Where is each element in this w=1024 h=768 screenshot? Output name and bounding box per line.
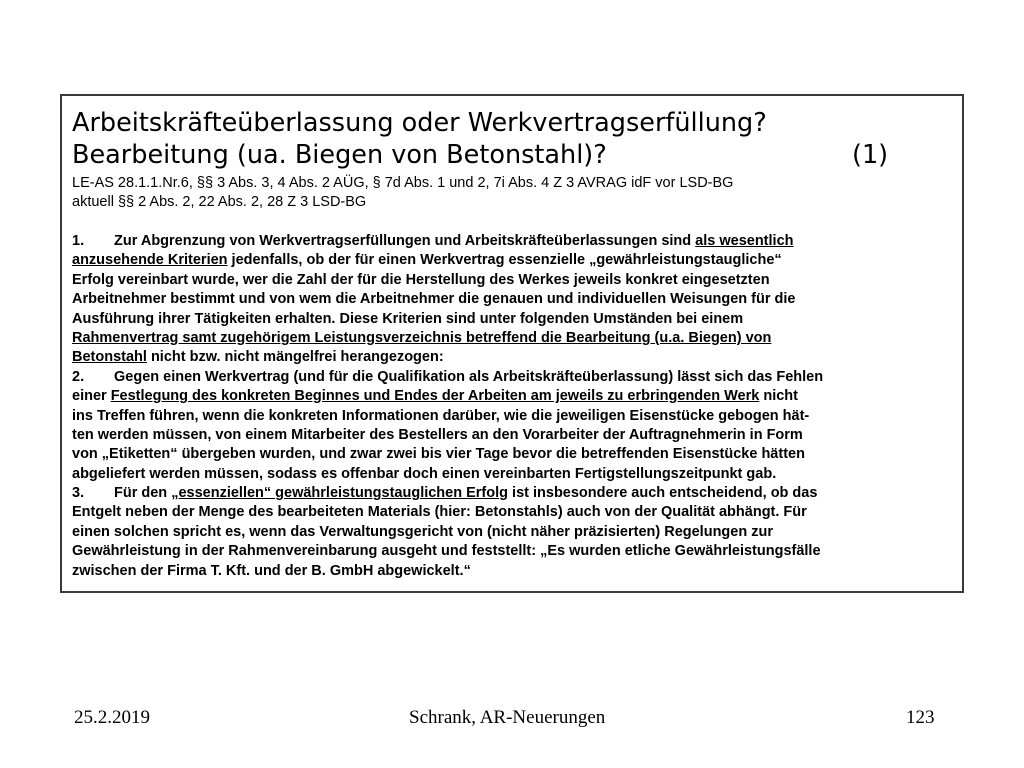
paragraph-2-line-6: abgeliefert werden müssen, sodass es offenbar doch einen vereinbarten Fertigstellungszeitpunkt gab. <box>72 465 777 482</box>
paragraph-1-text-a: Zur Abgrenzung von Werkvertragserfüllungen und Arbeitskräfteüberlassungen sind <box>114 233 696 249</box>
paragraph-1-line-2 <box>72 251 958 270</box>
paragraph-2-text-a: Gegen einen Werkvertrag (und für die Qualifikation als Arbeitskräfteüberlassung) lässt sich das Fehlen <box>114 368 824 385</box>
slide-title-number: (1) <box>852 140 889 170</box>
paragraph-1-line-4: Arbeitnehmer bestimmt und von wem die Arbeitnehmer die genauen und individuellen Weisungen für die <box>72 291 796 308</box>
paragraph-1-underlined-b: anzusehende Kriterien <box>72 252 228 269</box>
footer-date: 25.2.2019 <box>74 707 150 728</box>
paragraph-3-underlined: „essenziellen“ gewährleistungstauglichen Erfolg <box>171 485 509 502</box>
paragraph-1-underlined-a: als wesentlich <box>695 233 794 249</box>
paragraph-1-line-5: Ausführung ihrer Tätigkeiten erhalten. Diese Kriterien sind unter folgenden Umständen bei einem <box>72 310 744 327</box>
paragraph-3-number: 3. <box>72 485 85 502</box>
paragraph-1-number: 1. <box>72 233 85 249</box>
paragraph-3-line-5: zwischen der Firma T. Kft. und der B. GmbH abgewickelt.“ <box>72 562 471 579</box>
paragraph-2-text-c: nicht <box>759 388 798 405</box>
paragraph-1-line-3: Erfolg vereinbart wurde, wer die Zahl der für die Herstellung des Werkes jeweils konkret eingesetzten <box>72 271 770 288</box>
paragraph-3-line-2: Entgelt neben der Menge des bearbeiteten Materials (hier: Betonstahls) auch von der Qualität abhängt. Für <box>72 504 807 521</box>
paragraph-3-text-a: Für den <box>114 485 172 502</box>
paragraph-1-line-1 <box>72 232 958 251</box>
paragraph-2-underlined: Festlegung des konkreten Beginnes und Endes der Arbeiten am jeweils zu erbringenden Werk <box>110 388 760 405</box>
paragraph-1-text-c: nicht bzw. nicht mängelfrei herangezogen: <box>146 349 444 366</box>
legal-reference-line-2: aktuell §§ 2 Abs. 2, 22 Abs. 2, 28 Z 3 LSD-BG <box>72 194 367 210</box>
paragraph-2-line-5: von „Etiketten“ übergeben wurden, und zwar zwei bis vier Tage bevor die betreffenden Eisenstücke hätten <box>72 446 805 463</box>
paragraph-1-line-7 <box>72 348 958 367</box>
slide-title-line-1: Arbeitskräfteüberlassung oder Werkvertragserfüllung? <box>72 108 767 138</box>
paragraph-3-text-b: ist insbesondere auch entscheidend, ob das <box>508 485 818 502</box>
body-text <box>72 232 958 581</box>
paragraph-1-line-6 <box>72 329 958 348</box>
paragraph-1-text-b: jedenfalls, ob der für einen Werkvertrag essenzielle „gewährleistungstaugliche“ <box>227 252 782 269</box>
slide-title-line-2 <box>72 139 952 171</box>
paragraph-3-line-1 <box>72 484 958 503</box>
paragraph-1-underlined-d: Betonstahl <box>72 349 147 366</box>
slide-title-question: Bearbeitung (ua. Biegen von Betonstahl)? <box>72 140 607 170</box>
paragraph-3-line-3: einen solchen spricht es, wenn das Verwaltungsgericht von (nicht näher präzisierten) Regelungen zur <box>72 523 773 540</box>
paragraph-2-line-2 <box>72 387 958 406</box>
paragraph-2-line-4: ten werden müssen, von einem Mitarbeiter des Bestellers an den Vorarbeiter der Auftragnehmerin in Form <box>72 426 803 443</box>
footer-page-number: 123 <box>906 707 935 728</box>
paragraph-2-line-1 <box>72 368 958 387</box>
footer-author: Schrank, AR-Neuerungen <box>409 707 606 728</box>
legal-reference-line-1: LE-AS 28.1.1.Nr.6, §§ 3 Abs. 3, 4 Abs. 2 AÜG, § 7d Abs. 1 und 2, 7i Abs. 4 Z 3 AVRAG idF vor LSD-BG <box>72 175 734 191</box>
paragraph-2-text-b: einer <box>72 388 111 405</box>
paragraph-2-number: 2. <box>72 368 85 385</box>
content-frame <box>60 94 964 593</box>
paragraph-1-underlined-c: Rahmenvertrag samt zugehörigem Leistungsverzeichnis betreffend die Bearbeitung (u.a. Biegen) von <box>72 329 772 346</box>
paragraph-3-line-4: Gewährleistung in der Rahmenvereinbarung ausgeht und feststellt: „Es wurden etliche Gewährleistungsfälle <box>72 543 821 560</box>
paragraph-2-line-3: ins Treffen führen, wenn die konkreten Informationen darüber, wie die jeweiligen Eisenstücke gebogen hät- <box>72 407 810 424</box>
